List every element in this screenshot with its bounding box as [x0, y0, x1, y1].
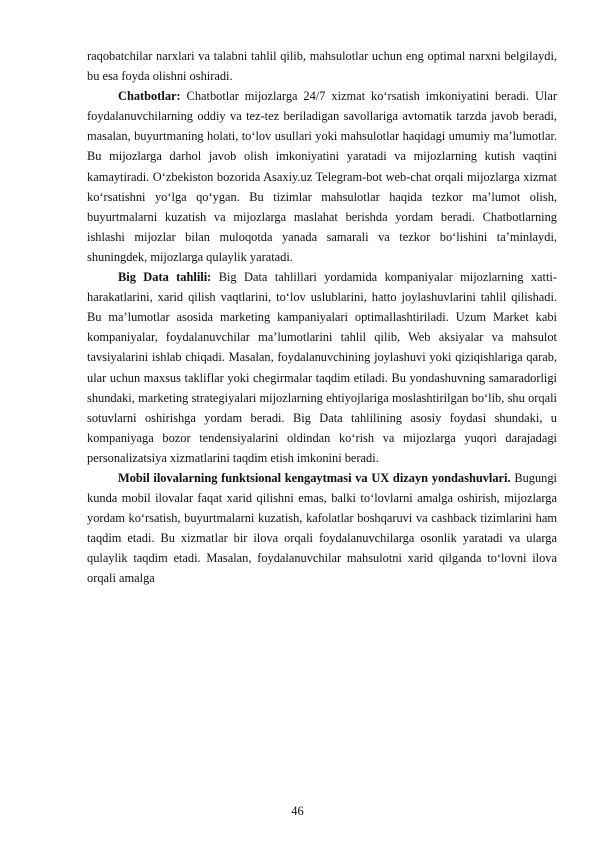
document-page	[87, 46, 557, 589]
paragraph-continuation	[87, 46, 557, 86]
paragraph-text: raqobatchilar narxlari va talabni tahlil qilib, mahsulotlar uchun eng optimal narxni belgilaydi, bu esa foyda olishni oshiradi.	[87, 49, 557, 84]
paragraph-chatbotlar	[87, 86, 557, 267]
paragraph-text: Chatbotlar mijozlarga 24/7 xizmat ko‘rsatish imkoniyatini beradi. Ular foydalanuvchilarning oddiy va tez-tez beriladigan savollariga avtomatik tarzda javob beradi, masalan, buyurtmaning holati, to‘lov usullari yoki mahsulotlar haqidagi umumiy ma’lumotlar. Bu mijozlarga darhol javob olish imkoniyatini yaratadi va mijozlarning kutish vaqtini kamaytiradi. O‘zbekiston bozorida Asaxiy.uz Telegram-bot web-chat orqali mijozlarga xizmat ko‘rsatishni yo‘lga qo‘ygan. Bu tizimlar mahsulotlar haqida tezkor ma’lumot olish, buyurtmalarni kuzatish va mijozlarga maslahat berishda yordam beradi. Chatbotlarning ishlashi mijozlar bilan muloqotda yanada samarali va tezkor bo‘lishini ta’minlaydi, shuningdek, mijozlarga qulaylik yaratadi.	[87, 89, 557, 264]
paragraph-big-data	[87, 267, 557, 468]
paragraph-heading: Big Data tahlili:	[118, 270, 212, 285]
paragraph-text: Bugungi kunda mobil ilovalar faqat xarid qilishni emas, balki to‘lovlarni amalga oshirish, mijozlarga yordam ko‘rsatish, buyurtmalarni kuzatish, kafolatlar boshqaruvi va cashback tizimlarini ham taqdim etadi. Bu xizmatlar bir ilova orqali foydalanuvchilarga osonlik yaratadi va ularga qulaylik taqdim etadi. Masalan, foydalanuvchilar mahsulotni xarid qilganda to‘lovni ilova orqali amalga	[87, 470, 558, 586]
paragraph-mobil-ilovalar	[87, 468, 557, 589]
paragraph-text: Big Data tahlillari yordamida kompaniyalar mijozlarning xatti-harakatlarini, xarid qilish vaqtlarini, to‘lov uslublarini, hatto joylashuvlarini tahlil qilishadi. Bu ma’lumotlar asosida marketing kampaniyalari optimallashtiriladi. Uzum Market kabi kompaniyalar, foydalanuvchilar ma’lumotlarini tahlil qilib, Web aksiyalar va mahsulot tavsiyalarini ishlab chiqadi. Masalan, foydalanuvchining joylashuvi yoki qiziqishlariga qarab, ular uchun maxsus takliflar yoki chegirmalar taqdim etiladi. Bu yondashuvning samaradorligi shundaki, marketing strategiyalari mijozlarning ehtiyojlariga moslashtirilgan bo‘lib, shu orqali sotuvlarni oshirishga yordam beradi. Big Data tahlilining asosiy foydasi shundaki, u kompaniyaga bozor tendensiyalarini oldindan ko‘rish va mijozlarga yuqori darajadagi personalizatsiya xizmatlarini taqdim etish imkonini beradi.	[87, 270, 557, 465]
paragraph-heading: Chatbotlar:	[118, 89, 181, 104]
paragraph-heading: Mobil ilovalarning funktsional kengaytmasi va UX dizayn yondashuvlari.	[118, 470, 511, 485]
page-number: 46	[291, 804, 304, 818]
